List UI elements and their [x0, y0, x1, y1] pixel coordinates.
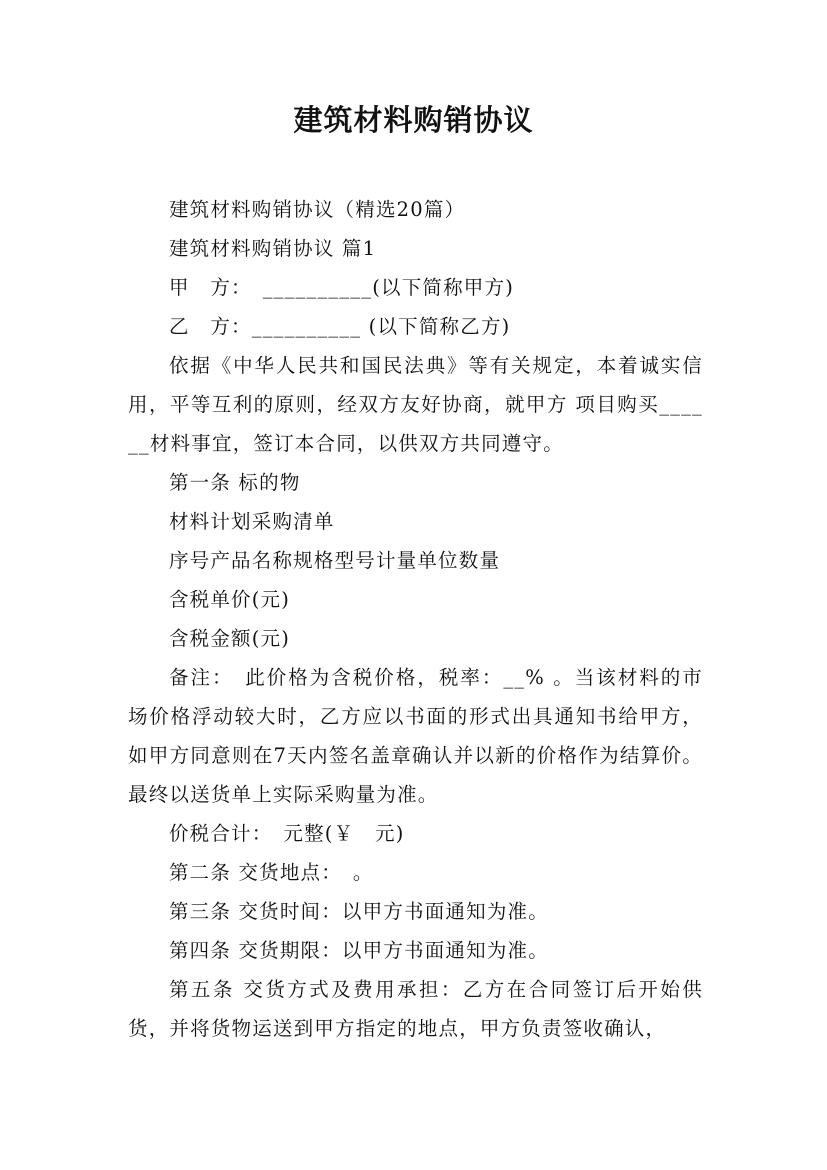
- document-title: 建筑材料购销协议: [293, 103, 534, 137]
- paragraph-article-2: 第二条 交货地点： 。: [168, 861, 374, 884]
- paragraph-party-a: 甲 方： __________(以下简称甲方): [168, 276, 515, 299]
- paragraph-article-1: 第一条 标的物: [168, 471, 301, 494]
- paragraph-amount: 含税金额(元): [168, 627, 291, 650]
- paragraph-party-b: 乙 方：__________ (以下简称乙方): [168, 315, 511, 338]
- paragraph-article-3: 第三条 交货时间：以甲方书面通知为准。: [168, 900, 549, 923]
- document-body: [128, 190, 703, 1048]
- paragraph-subtitle: 建筑材料购销协议（精选20篇）: [168, 198, 466, 221]
- paragraph-purchase-list: 材料计划采购清单: [168, 510, 335, 533]
- paragraph-preamble: 依据《中华人民共和国民法典》等有关规定，本着诚实信用，平等互利的原则，经双方友好协商，就甲方 项目购买______材料事宜，签订本合同，以供双方共同遵守。: [128, 354, 703, 455]
- paragraph-total: 价税合计： 元整(￥ 元): [168, 822, 405, 845]
- paragraph-chapter-heading: 建筑材料购销协议 篇1: [168, 237, 377, 260]
- paragraph-article-5: 第五条 交货方式及费用承担：乙方在合同签订后开始供货，并将货物运送到甲方指定的地点，甲方负责签收确认，: [128, 978, 703, 1040]
- paragraph-list-columns: 序号产品名称规格型号计量单位数量: [168, 549, 501, 572]
- paragraph-unit-price: 含税单价(元): [168, 588, 291, 611]
- paragraph-article-4: 第四条 交货期限：以甲方书面通知为准。: [168, 939, 549, 962]
- paragraph-remarks: 备注： 此价格为含税价格，税率：__% 。当该材料的市场价格浮动较大时，乙方应以书面的形式出具通知书给甲方，如甲方同意则在7天内签名盖章确认并以新的价格作为结算价。最终以送货单上实际采购量为准。: [128, 666, 703, 806]
